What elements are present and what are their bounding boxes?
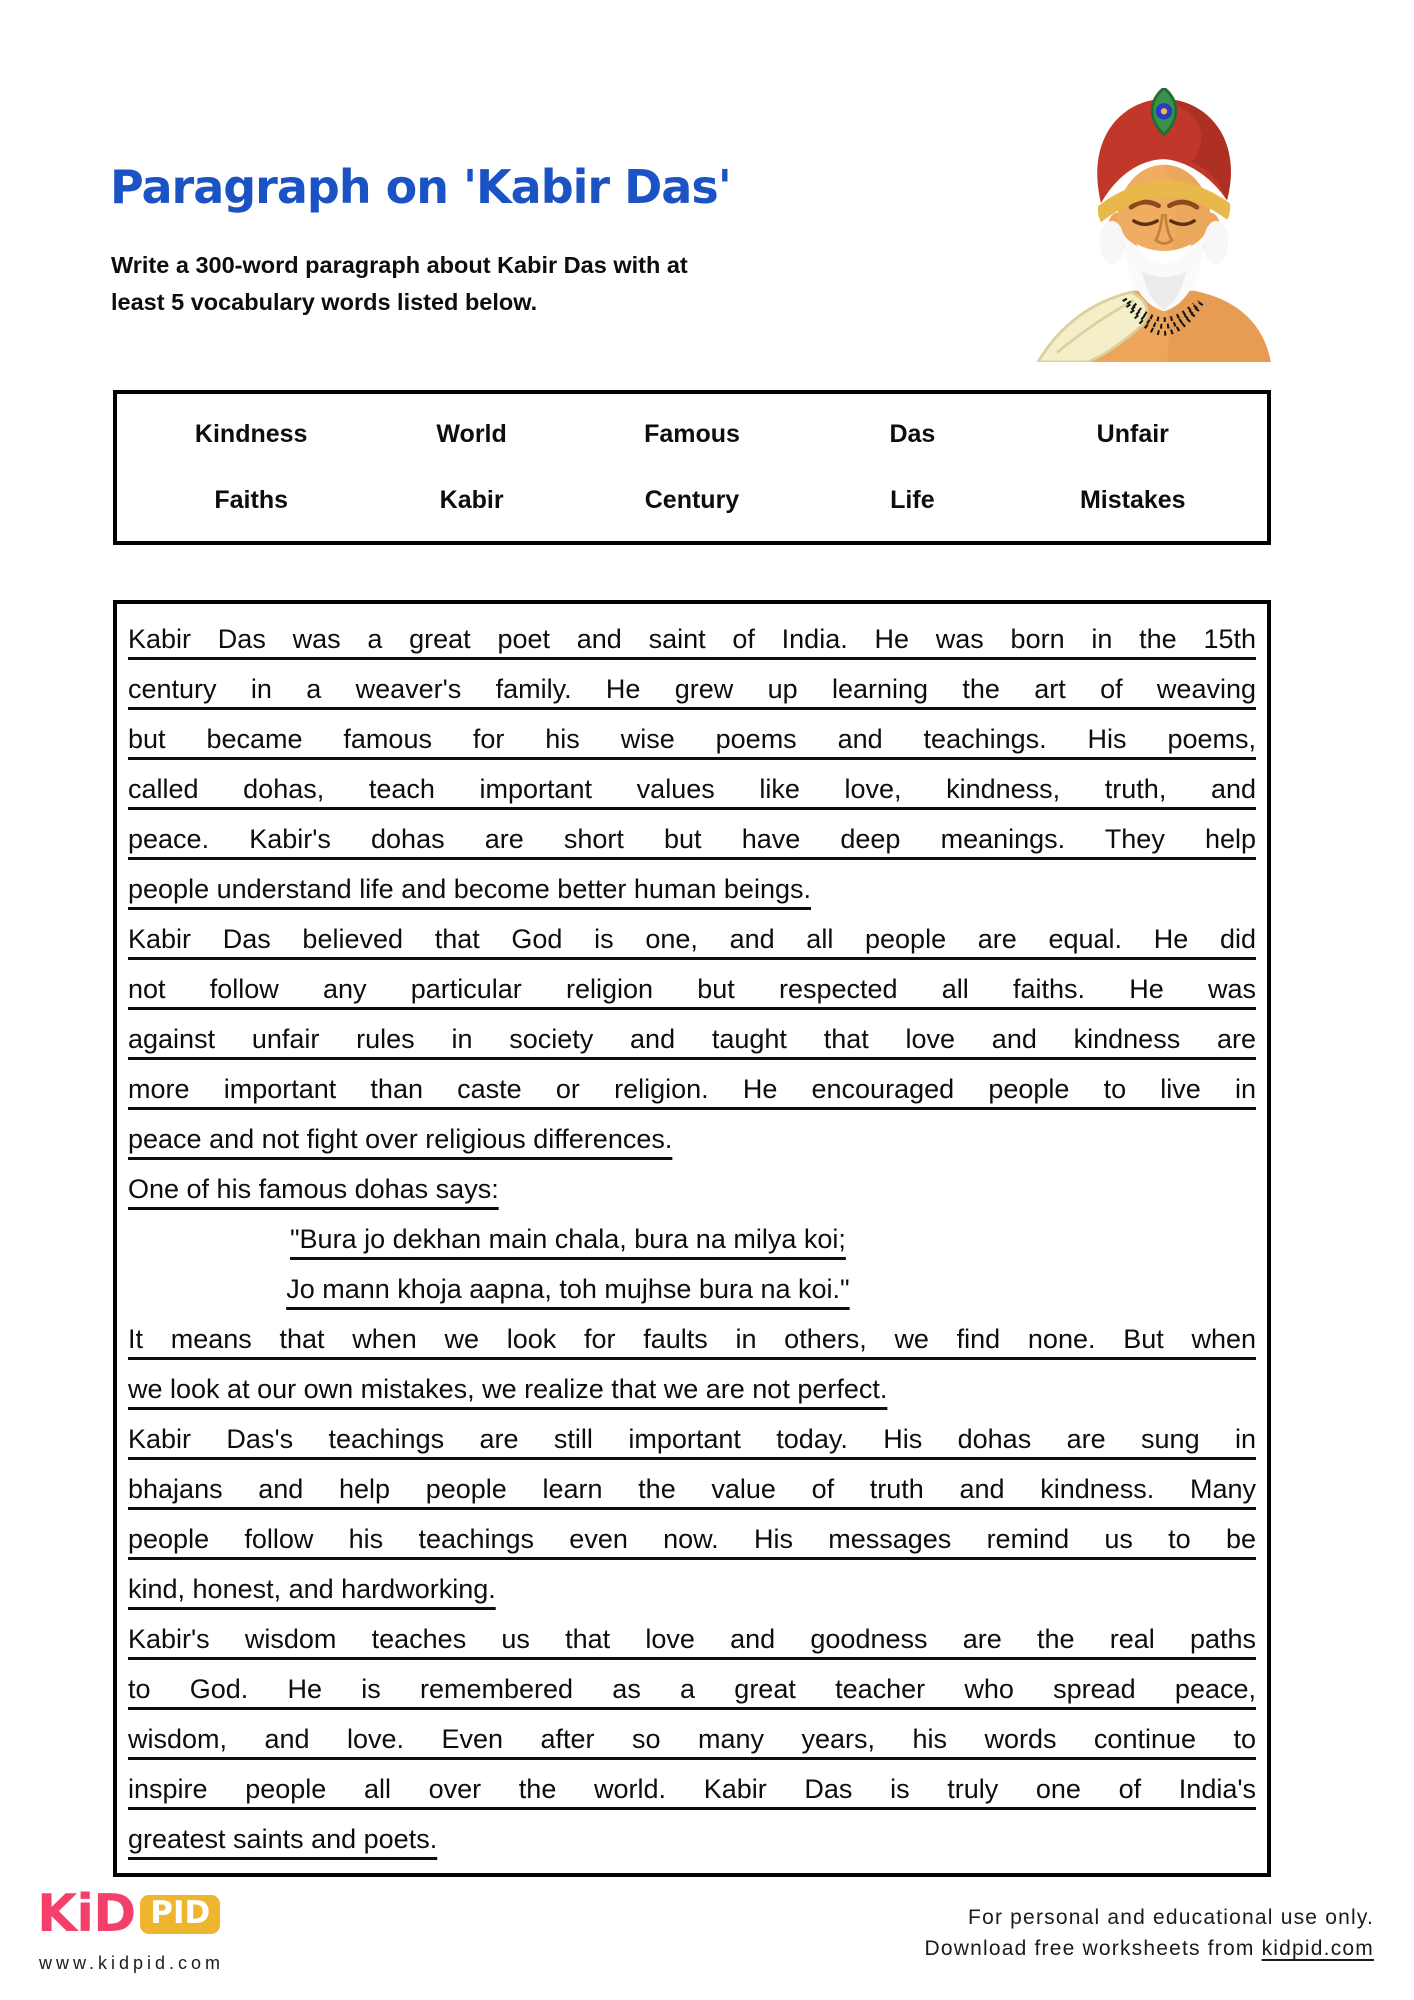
paragraph-line: called dohas, teach important values like love, kindness, truth, and [128,774,1256,804]
paragraph-line: Kabir's wisdom teaches us that love and goodness are the real paths [128,1624,1256,1654]
paragraph-line: not follow any particular religion but respected all faiths. He was [128,974,1256,1004]
paragraph-line: Jo mann khoja aapna, toh mujhse bura na koi." [286,1274,850,1304]
paragraph-lines [128,614,1256,1864]
paragraph-line: kind, honest, and hardworking. [128,1574,496,1604]
pid-logo-badge: PID [140,1895,220,1934]
footer-note [924,1902,1374,1964]
kidpid-logo [37,1884,220,1944]
kabir-das-portrait-svg [998,88,1330,362]
vocab-word: Century [644,485,740,514]
paragraph-line: wisdom, and love. Even after so many years, his words continue to [128,1724,1256,1754]
vocab-word: Kabir [439,485,504,514]
paragraph-line: One of his famous dohas says: [128,1174,499,1204]
paragraph-line: peace and not fight over religious differences. [128,1124,673,1154]
instructions-line-1: Write a 300-word paragraph about Kabir Das with at [111,252,688,278]
paragraph-line: we look at our own mistakes, we realize that we are not perfect. [128,1374,888,1404]
paragraph-line: but became famous for his wise poems and teachings. His poems, [128,724,1256,754]
instructions-line-2: least 5 vocabulary words listed below. [111,289,538,315]
vocab-word: World [436,420,507,449]
vocabulary-box [113,390,1271,545]
download-note-text: Download free worksheets from [924,1937,1262,1960]
paragraph-box [113,600,1271,1877]
usage-note: For personal and educational use only. [968,1906,1374,1929]
paragraph-line: inspire people all over the world. Kabir Das is truly one of India's [128,1774,1256,1804]
vocab-word: Life [890,485,935,514]
paragraph-line: It means that when we look for faults in others, we find none. But when [128,1324,1256,1354]
paragraph-line: century in a weaver's family. He grew up learning the art of weaving [128,674,1256,704]
kabir-das-illustration [998,88,1330,362]
download-note [924,1933,1374,1964]
paragraph-line: bhajans and help people learn the value of truth and kindness. Many [128,1474,1256,1504]
paragraph-line: against unfair rules in society and taught that love and kindness are [128,1024,1256,1054]
vocab-word: Faiths [214,485,288,514]
vocab-word: Mistakes [1079,485,1186,514]
paragraph-line: Kabir Das believed that God is one, and all people are equal. He did [128,924,1256,954]
website-url: www.kidpid.com [39,1953,225,1973]
paragraph-line: greatest saints and poets. [128,1824,438,1854]
page-title: Paragraph on 'Kabir Das' [110,160,731,214]
vocab-word: Unfair [1096,420,1169,449]
paragraph-line: more important than caste or religion. He encouraged people to live in [128,1074,1256,1104]
paragraph-line: Kabir Das's teachings are still important today. His dohas are sung in [128,1424,1256,1454]
vocab-word: Famous [644,420,740,449]
paragraph-line: Kabir Das was a great poet and saint of India. He was born in the 15th [128,624,1256,654]
paragraph-line: peace. Kabir's dohas are short but have deep meanings. They help [128,824,1256,854]
paragraph-line: people follow his teachings even now. His messages remind us to be [128,1524,1256,1554]
instructions [111,247,688,321]
paragraph-line: "Bura jo dekhan main chala, bura na milya koi; [289,1224,846,1254]
kid-logo-text: KiD [37,1884,136,1944]
vocab-word: Kindness [194,420,308,449]
vocab-word: Das [889,420,936,449]
kidpid-link[interactable]: kidpid.com [1261,1937,1374,1960]
paragraph-line: people understand life and become better human beings. [128,874,811,904]
paragraph-line: to God. He is remembered as a great teacher who spread peace, [128,1674,1256,1704]
